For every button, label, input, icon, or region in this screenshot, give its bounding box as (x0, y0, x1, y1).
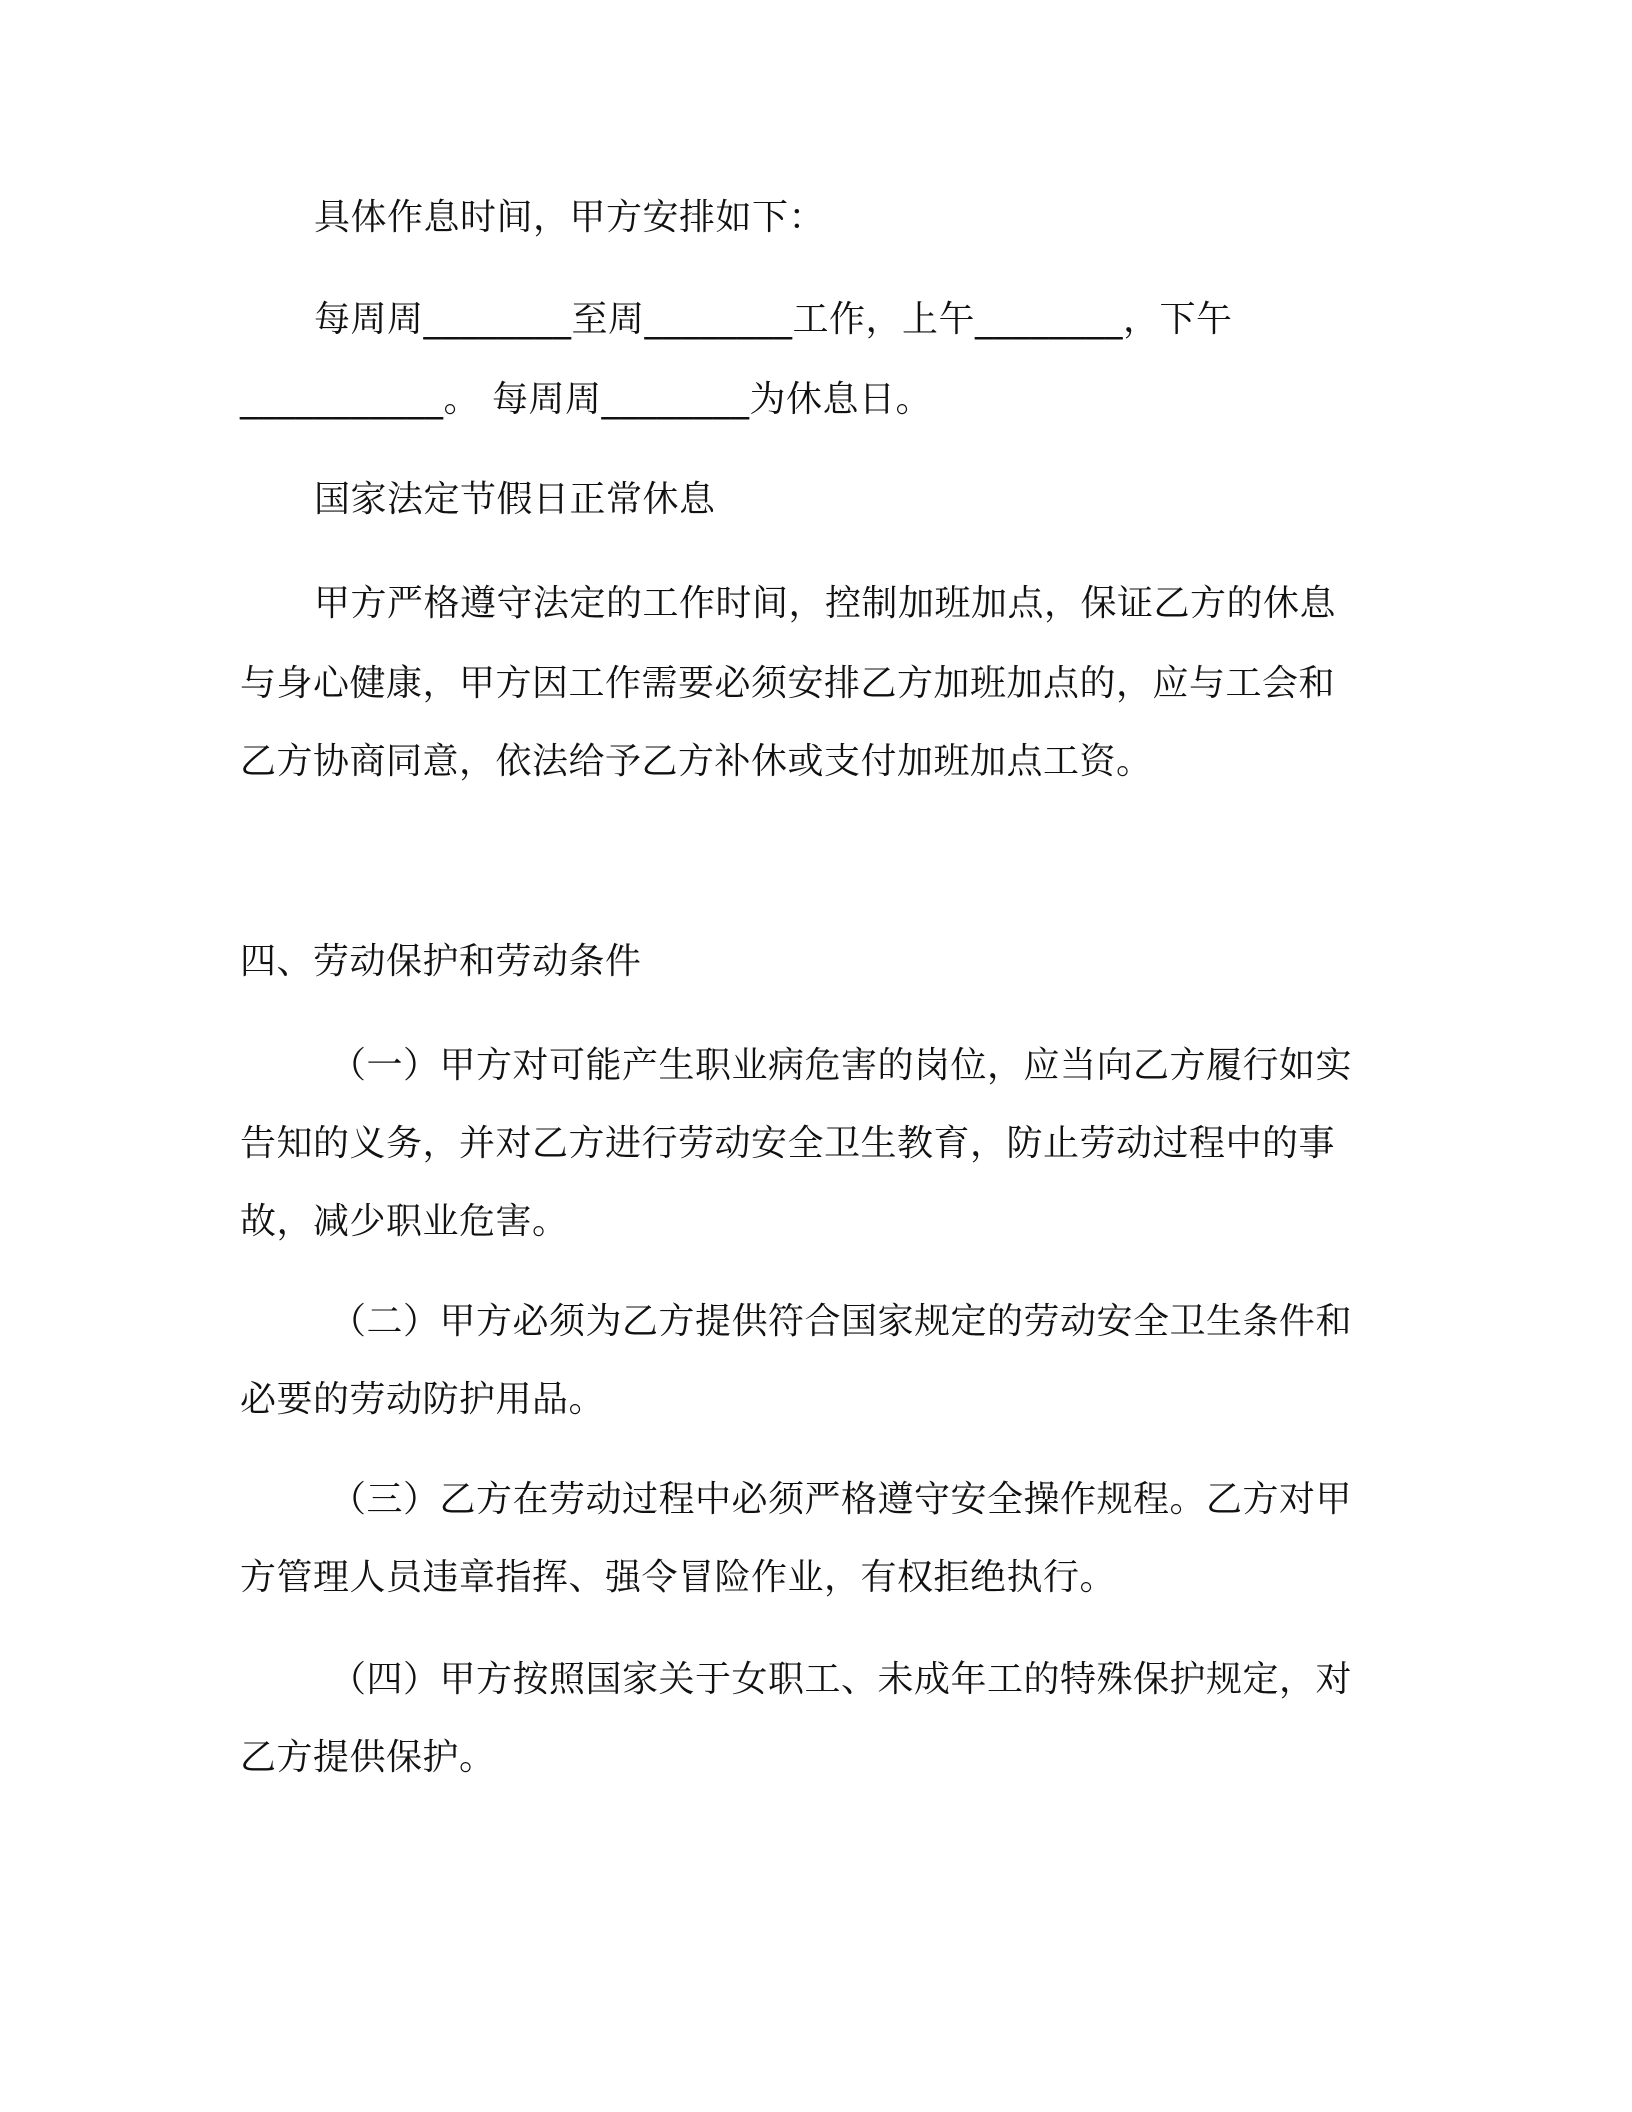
clause-2-line-2: 必要的劳动防护用品。 (240, 1379, 606, 1420)
paragraph-workdays-line-2: ___________。 每周周________为休息日。 (240, 379, 932, 420)
paragraph-overtime-line-1: 甲方严格遵守法定的工作时间，控制加班加点，保证乙方的休息 (314, 583, 1337, 624)
paragraph-overtime-line-2: 与身心健康，甲方因工作需要必须安排乙方加班加点的，应与工会和 (240, 663, 1336, 704)
paragraph-workdays-line-1: 每周周________至周________工作，上午________，下午 (314, 299, 1233, 340)
clause-3-line-1: （三）乙方在劳动过程中必须严格遵守安全操作规程。乙方对甲 (330, 1479, 1353, 1520)
clause-2-line-1: （二）甲方必须为乙方提供符合国家规定的劳动安全卫生条件和 (330, 1301, 1353, 1342)
clause-1-line-3: 故，减少职业危害。 (240, 1201, 569, 1242)
clause-4-line-1: （四）甲方按照国家关于女职工、未成年工的特殊保护规定，对 (330, 1659, 1353, 1700)
clause-1-line-1: （一）甲方对可能产生职业病危害的岗位，应当向乙方履行如实 (330, 1045, 1353, 1086)
section-heading-labor-protection: 四、劳动保护和劳动条件 (240, 941, 642, 982)
clause-4-line-2: 乙方提供保护。 (240, 1737, 496, 1778)
clause-1-line-2: 告知的义务，并对乙方进行劳动安全卫生教育，防止劳动过程中的事 (240, 1123, 1336, 1164)
clause-3-line-2: 方管理人员违章指挥、强令冒险作业，有权拒绝执行。 (240, 1557, 1117, 1598)
paragraph-schedule-intro: 具体作息时间，甲方安排如下： (314, 197, 826, 238)
paragraph-overtime-line-3: 乙方协商同意，依法给予乙方补休或支付加班加点工资。 (240, 741, 1153, 782)
paragraph-holidays: 国家法定节假日正常休息 (314, 479, 716, 520)
